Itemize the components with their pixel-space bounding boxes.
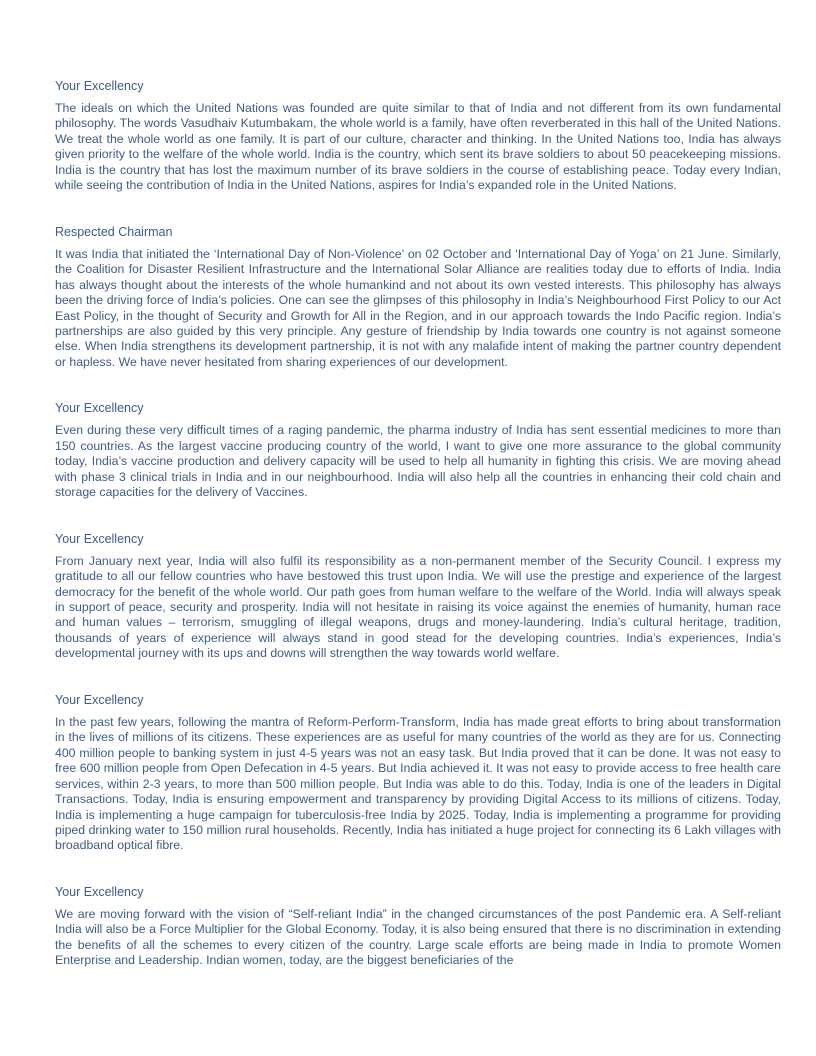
speech-section — [55, 224, 781, 371]
paragraph: From January next year, India will also fulfil its responsibility as a non-permanent member of the Security Council. I express my gratitude to all our fellow countries who have bestowed this trust upon India. We will use the prestige and experience of the largest democracy for the benefit of the whole world. Our path goes from human welfare to the welfare of the World. India will always speak in support of peace, security and prosperity. India will not hesitate in raising its voice against the enemies of humanity, human race and human values – terrorism, smuggling of illegal weapons, drugs and money-laundering. India’s cultural heritage, tradition, thousands of years of experience will always stand in good stead for the developing countries. India’s experiences, India’s developmental journey with its ups and downs will strengthen the way towards world welfare. — [55, 553, 781, 661]
salutation: Respected Chairman — [55, 224, 173, 239]
paragraph: It was India that initiated the ‘International Day of Non-Violence’ on 02 October and ‘International Day of Yoga’ on 21 June. Similarly, the Coalition for Disaster Resilient Infrastructure and the International Solar Alliance are realities today due to efforts of India. India has always thought about the interests of the whole humankind and not about its own vested interests. This philosophy has always been the driving force of India’s policies. One can see the glimpses of this philosophy in India’s Neighbourhood First Policy to our Act East Policy, in the thought of Security and Growth for All in the Region, and in our approach towards the Indo Pacific region. India’s partnerships are also guided by this very principle. Any gesture of friendship by India towards one country is not against someone else. When India strengthens its development partnership, it is not with any malafide intent of making the partner country dependent or hapless. We have never hesitated from sharing experiences of our development. — [55, 246, 781, 369]
paragraph: The ideals on which the United Nations was founded are quite similar to that of India and not different from its own fundamental philosophy. The words Vasudhaiv Kutumbakam, the whole world is a family, have often reverberated in this hall of the United Nations. We treat the whole world as one family. It is part of our culture, character and thinking. In the United Nations too, India has always given priority to the welfare of the whole world. India is the country, which sent its brave soldiers to about 50 peacekeeping missions. India is the country that has lost the maximum number of its brave soldiers in the course of establishing peace. Today every Indian, while seeing the contribution of India in the United Nations, aspires for India’s expanded role in the United Nations. — [55, 101, 781, 193]
salutation: Your Excellency — [55, 692, 144, 707]
salutation: Your Excellency — [55, 884, 144, 899]
salutation: Your Excellency — [55, 79, 144, 93]
salutation: Your Excellency — [55, 531, 144, 546]
speech-section — [55, 400, 781, 500]
speech-section — [55, 531, 781, 662]
document-page — [55, 78, 781, 999]
paragraph: In the past few years, following the mantra of Reform-Perform-Transform, India has made great efforts to bring about transformation in the lives of millions of its citizens. These experiences are as useful for many countries of the world as they are for us. Connecting 400 million people to banking system in just 4-5 years was not an easy task. But India proved that it can be done. It was not easy to free 600 million people from Open Defecation in 4-5 years. But India achieved it. It was not easy to provide access to free health care services, within 2-3 years, to more than 500 million people. But India was able to do this. Today, India is one of the leaders in Digital Transactions. Today, India is ensuring empowerment and transparency by providing Digital Access to its millions of citizens. Today, India is implementing a huge campaign for tuberculosis-free India by 2025. Today, India is implementing a programme for providing piped drinking water to 150 million rural households. Recently, India has initiated a huge project for connecting its 6 Lakh villages with broadband optical fibre. — [55, 714, 781, 853]
speech-section — [55, 884, 781, 969]
paragraph: We are moving forward with the vision of “Self-reliant India” in the changed circumstances of the post Pandemic era. A Self-reliant India will also be a Force Multiplier for the Global Economy. Today, it is also being ensured that there is no discrimination in extending the benefits of all the schemes to every citizen of the country. Large scale efforts are being made in India to promote Women Enterprise and Leadership. Indian women, today, are the biggest beneficiaries of the — [55, 906, 781, 968]
salutation: Your Excellency — [55, 401, 144, 416]
paragraph: Even during these very difficult times of a raging pandemic, the pharma industry of India has sent essential medicines to more than 150 countries. As the largest vaccine producing country of the world, I want to give one more assurance to the global community today, India’s vaccine production and delivery capacity will be used to help all humanity in fighting this crisis. We are moving ahead with phase 3 clinical trials in India and in our neighbourhood. India will also help all the countries in enhancing their cold chain and storage capacities for the delivery of Vaccines. — [55, 423, 781, 500]
speech-section — [55, 692, 781, 854]
speech-section — [55, 78, 781, 194]
